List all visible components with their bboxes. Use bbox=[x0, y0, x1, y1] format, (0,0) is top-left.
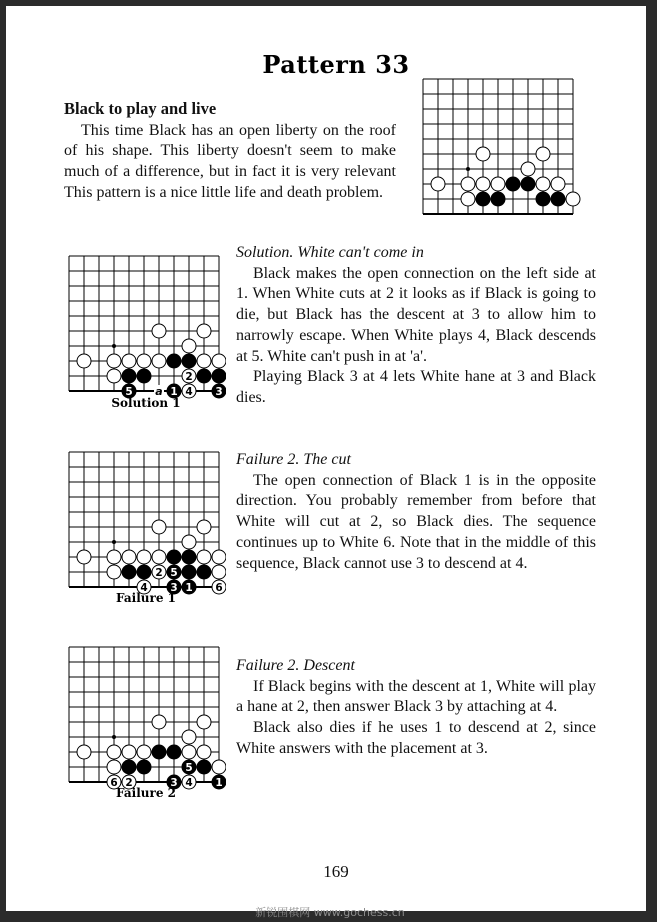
white-stone bbox=[551, 177, 565, 191]
black-stone bbox=[182, 354, 196, 368]
white-stone-number: 6 bbox=[215, 581, 223, 594]
black-stone bbox=[137, 369, 151, 383]
white-stone bbox=[77, 550, 91, 564]
black-stone-number: 3 bbox=[215, 385, 223, 398]
white-stone bbox=[107, 354, 121, 368]
black-stone-number: 1 bbox=[185, 581, 193, 594]
white-stone-number: 4 bbox=[140, 581, 148, 594]
white-stone-number: 6 bbox=[110, 776, 118, 789]
white-stone bbox=[77, 354, 91, 368]
white-stone bbox=[212, 565, 226, 579]
black-stone bbox=[521, 177, 535, 191]
black-stone bbox=[506, 177, 520, 191]
white-stone bbox=[122, 354, 136, 368]
white-stone bbox=[491, 177, 505, 191]
failure2-paragraph-2: Black also dies if he uses 1 to descend at 2, since White answers with the placement at 3. bbox=[236, 719, 596, 757]
solution1-paragraph-1: Black makes the open connection on the left side at 1. When White cuts at 2 it looks as if Black is going to die, but Black has the descent at 3 to allow him to narrowly escape. When White plays 4, Black descends at 5. White can't push in at 'a'. bbox=[236, 264, 596, 365]
black-stone bbox=[182, 550, 196, 564]
black-stone bbox=[152, 745, 166, 759]
white-stone bbox=[152, 354, 166, 368]
white-stone bbox=[107, 745, 121, 759]
white-stone bbox=[197, 715, 211, 729]
white-stone bbox=[536, 147, 550, 161]
white-stone bbox=[182, 339, 196, 353]
white-stone bbox=[107, 369, 121, 383]
black-stone bbox=[167, 354, 181, 368]
white-stone bbox=[566, 192, 580, 206]
white-stone bbox=[197, 745, 211, 759]
black-stone-number: 5 bbox=[125, 385, 133, 398]
white-stone bbox=[137, 354, 151, 368]
white-stone bbox=[476, 177, 490, 191]
black-stone bbox=[137, 760, 151, 774]
black-stone-number: 3 bbox=[170, 581, 178, 594]
black-stone-number: 1 bbox=[170, 385, 178, 398]
problem-go-board bbox=[412, 74, 592, 220]
failure2-section bbox=[236, 656, 596, 760]
failure1-heading: Failure 2. The cut bbox=[236, 451, 351, 468]
black-stone bbox=[536, 192, 550, 206]
white-stone bbox=[461, 177, 475, 191]
black-stone-number: 5 bbox=[170, 566, 178, 579]
white-stone bbox=[212, 760, 226, 774]
failure2-paragraph-1: If Black begins with the descent at 1, White will play a hane at 2, then answer Black 3 by attaching at 4. bbox=[236, 677, 596, 716]
solution1-paragraph-2: Playing Black 3 at 4 lets White hane at 3 and Black dies. bbox=[236, 368, 596, 406]
white-stone bbox=[476, 147, 490, 161]
intro-paragraph: This time Black has an open liberty on the roof of his shape. This liberty doesn't seem to make much of a difference, but in fact it is very relevant This pattern is a nice little life and death problem. bbox=[64, 121, 396, 201]
board-mark-label: a bbox=[155, 385, 163, 398]
failure2-heading: Failure 2. Descent bbox=[236, 657, 355, 674]
white-stone bbox=[152, 715, 166, 729]
intro-section bbox=[64, 99, 396, 204]
white-stone-number: 2 bbox=[125, 776, 133, 789]
black-stone-number: 1 bbox=[215, 776, 223, 789]
white-stone bbox=[197, 324, 211, 338]
failure1-paragraph: The open connection of Black 1 is in the opposite direction. You probably remember from before that White will cut at 2, so Black dies. The sequence continues up to White 6. Note that in the middle of this sequence, Black cannot use 3 to descend at 4. bbox=[236, 471, 596, 572]
white-stone bbox=[152, 324, 166, 338]
white-stone bbox=[212, 550, 226, 564]
black-stone bbox=[122, 565, 136, 579]
black-stone bbox=[491, 192, 505, 206]
black-stone bbox=[476, 192, 490, 206]
solution1-label: Solution 1 bbox=[111, 396, 181, 410]
white-stone-number: 4 bbox=[185, 385, 193, 398]
white-stone bbox=[137, 550, 151, 564]
white-stone bbox=[152, 550, 166, 564]
black-stone bbox=[167, 745, 181, 759]
white-stone-number: 2 bbox=[185, 370, 193, 383]
white-stone bbox=[182, 745, 196, 759]
failure2-label: Failure 2 bbox=[116, 786, 176, 800]
white-stone bbox=[107, 550, 121, 564]
solution1-go-board bbox=[61, 248, 226, 400]
star-point bbox=[112, 344, 116, 348]
white-stone bbox=[152, 520, 166, 534]
solution1-section bbox=[236, 243, 596, 409]
white-stone bbox=[107, 565, 121, 579]
page-number: 169 bbox=[323, 862, 349, 881]
black-stone bbox=[212, 369, 226, 383]
white-stone bbox=[122, 550, 136, 564]
white-stone bbox=[536, 177, 550, 191]
white-stone bbox=[137, 745, 151, 759]
intro-heading: Black to play and live bbox=[64, 99, 217, 118]
black-stone bbox=[197, 760, 211, 774]
white-stone bbox=[107, 760, 121, 774]
black-stone bbox=[182, 565, 196, 579]
book-page bbox=[6, 6, 646, 911]
black-stone bbox=[122, 760, 136, 774]
black-stone bbox=[137, 565, 151, 579]
white-stone bbox=[197, 354, 211, 368]
black-stone bbox=[197, 369, 211, 383]
black-stone-number: 3 bbox=[170, 776, 178, 789]
solution1-heading: Solution. White can't come in bbox=[236, 244, 424, 261]
failure1-section bbox=[236, 450, 596, 574]
page-title: Pattern 33 bbox=[262, 50, 410, 79]
white-stone bbox=[431, 177, 445, 191]
white-stone bbox=[461, 192, 475, 206]
white-stone-number: 2 bbox=[155, 566, 163, 579]
white-stone bbox=[197, 550, 211, 564]
failure1-label: Failure 1 bbox=[116, 591, 176, 605]
star-point bbox=[466, 167, 470, 171]
star-point bbox=[112, 540, 116, 544]
white-stone bbox=[521, 162, 535, 176]
black-stone-number: 5 bbox=[185, 761, 193, 774]
white-stone bbox=[122, 745, 136, 759]
watermark: 新锐围棋网 www.gochess.cn bbox=[255, 906, 405, 919]
white-stone bbox=[197, 520, 211, 534]
white-stone bbox=[77, 745, 91, 759]
black-stone bbox=[551, 192, 565, 206]
failure1-go-board bbox=[61, 444, 226, 596]
white-stone bbox=[212, 354, 226, 368]
failure2-go-board bbox=[61, 639, 226, 791]
white-stone-number: 4 bbox=[185, 776, 193, 789]
black-stone bbox=[122, 369, 136, 383]
white-stone bbox=[182, 535, 196, 549]
white-stone bbox=[182, 730, 196, 744]
black-stone bbox=[197, 565, 211, 579]
star-point bbox=[112, 735, 116, 739]
black-stone bbox=[167, 550, 181, 564]
